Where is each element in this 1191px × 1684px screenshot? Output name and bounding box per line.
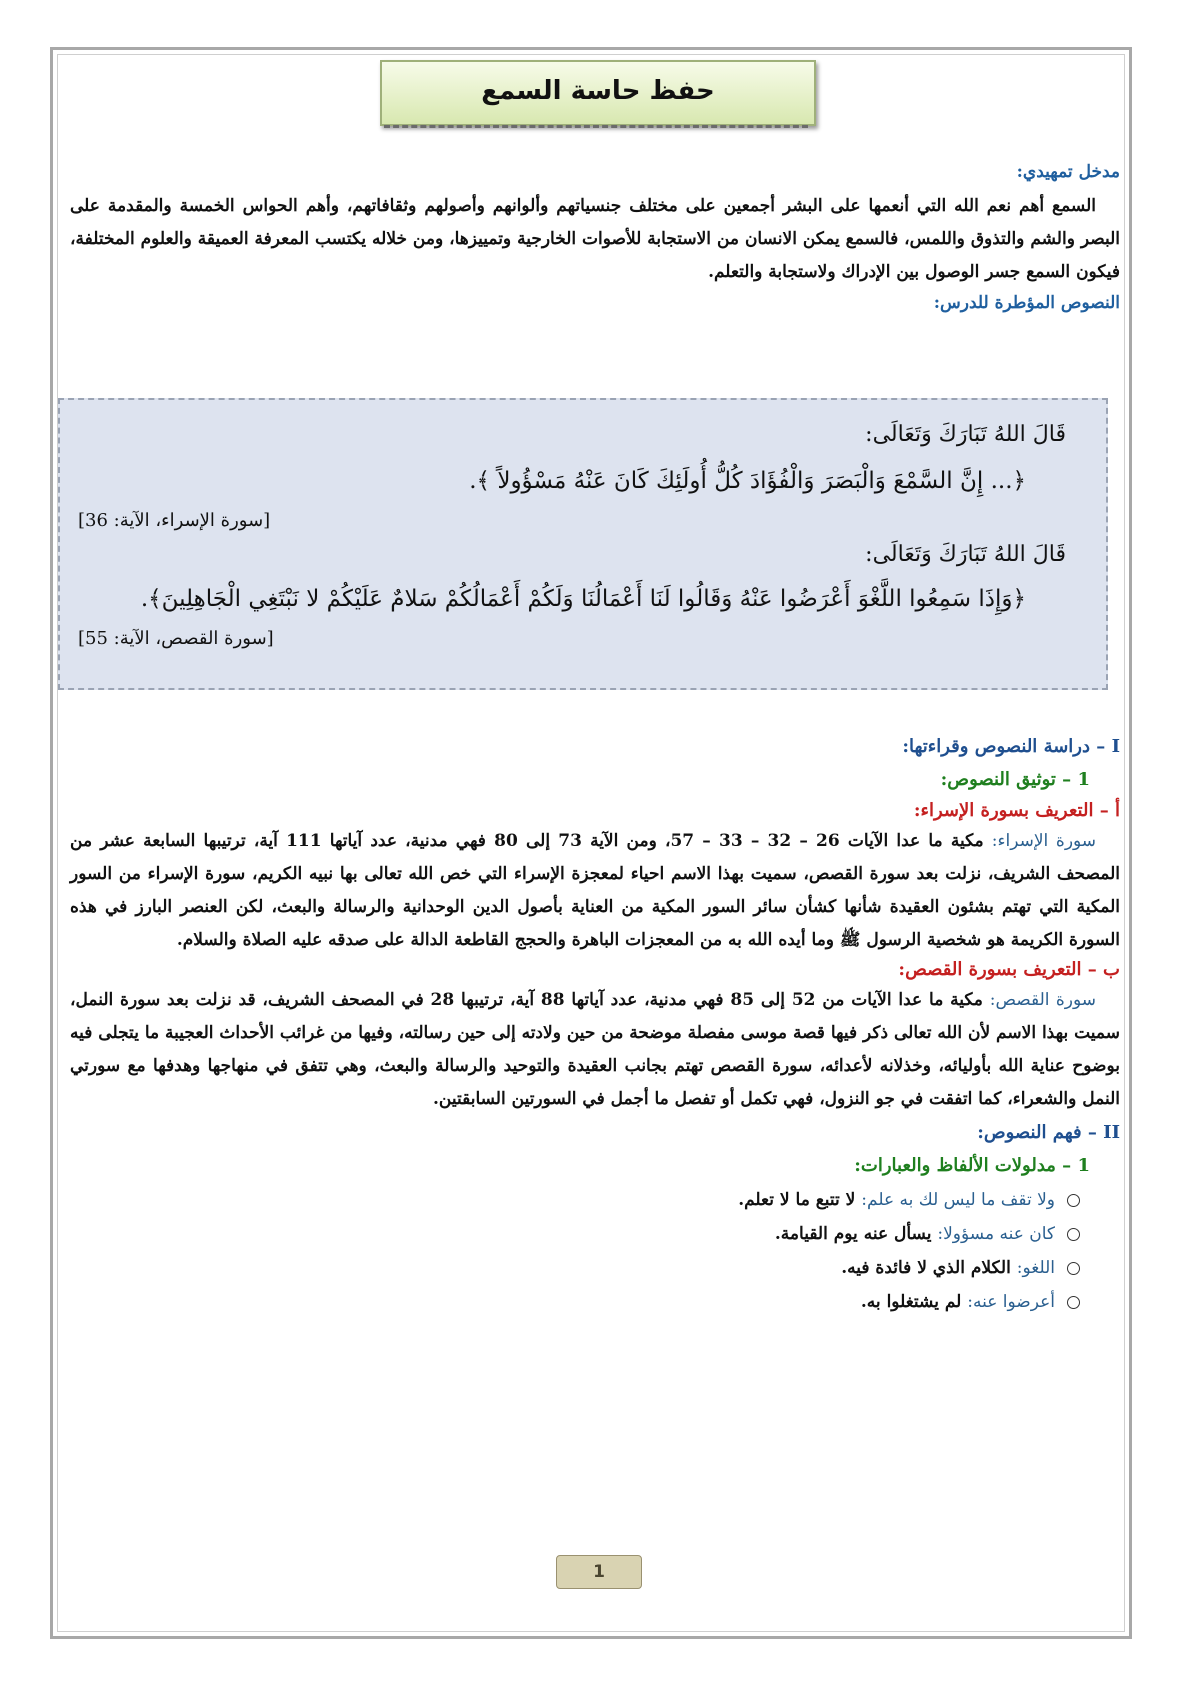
section2-heading bbox=[70, 1122, 1120, 1143]
section2-number: II bbox=[1103, 1122, 1120, 1143]
texts-heading: النصوص المؤطرة للدرس: bbox=[933, 293, 1120, 313]
glossary-term: كان عنه مسؤولا: bbox=[937, 1224, 1055, 1244]
section-1 bbox=[70, 736, 1120, 1312]
list-item bbox=[70, 1224, 1080, 1244]
verse1-text: ﴿... إِنَّ السَّمْعَ وَالْبَصَرَ وَالْفُؤَادَ كُلُّ أُولَئِكَ كَانَ عَنْهُ مَسْؤُولاً ﴾. bbox=[469, 468, 1026, 494]
section2-sub-heading bbox=[70, 1155, 1090, 1176]
bullet-icon bbox=[1067, 1262, 1080, 1275]
page-number: 1 bbox=[556, 1555, 642, 1589]
glossary-meaning: يسأل عنه يوم القيامة. bbox=[774, 1224, 932, 1244]
section1-number: I bbox=[1111, 736, 1120, 757]
glossary-meaning: الكلام الذي لا فائدة فيه. bbox=[841, 1258, 1011, 1278]
bullet-icon bbox=[1067, 1228, 1080, 1241]
glossary-meaning: لم يشتغلوا به. bbox=[860, 1292, 962, 1312]
bullet-icon bbox=[1067, 1194, 1080, 1207]
glossary-meaning: لا تتبع ما لا تعلم. bbox=[738, 1190, 856, 1210]
title-underline bbox=[384, 125, 808, 128]
list-item bbox=[70, 1258, 1080, 1278]
isra-text: مكية ما عدا الآيات 26 – 32 – 33 – 57، ومن الآية 73 إلى 80 فهي مدنية، عدد آياتها 111 آية، ترتيبها السابعة عشر من المصحف الشريف، نزلت بعد سورة القصص، سميت بهذا الاسم احياء لمعجزة الإسراء التي خص الله تعالى بها نبيه الكريم، سورة الإسراء من السور المكية التي تهتم بشئون العقيدة شأنها كشأن سائر السور المكية من العناية بأصول الدين الوحدانية والرسالة والبعث، لكن العنصر البارز في هذه السورة الكريمة هو شخصية الرسول ﷺ وما أيده الله به من المعجزات الباهرة والحجج القاطعة الدالة على صدقه عليه الصلاة والسلام. bbox=[70, 831, 1120, 950]
isra-heading: أ – التعريف بسورة الإسراء: bbox=[913, 800, 1120, 821]
isra-keyword: سورة الإسراء: bbox=[991, 831, 1097, 851]
verse1-reference: [سورة الإسراء، الآية: 36] bbox=[78, 510, 271, 531]
section1-sub-label: – توثيق النصوص: bbox=[940, 769, 1072, 790]
verse2-intro: قَالَ اللهُ تَبَارَكَ وَتَعَالَى: bbox=[865, 542, 1066, 567]
qasas-keyword: سورة القصص: bbox=[989, 990, 1096, 1010]
intro-paragraph: السمع أهم نعم الله التي أنعمها على البشر أجمعين على مختلف جنسياتهم وألوانهم وأصولهم وثقافاتهم، وأهم الحواس الخمسة والمقدمة على البصر والشم والتذوق واللمس، فالسمع يمكن الانسان من الاستجابة للأصوات الخارجية وتمييزها، ومن خلاله يكتسب المعرفة العميقة والعلوم المختلفة، فيكون السمع جسر الوصول بين الإدراك ولاستجابة والتعلم. bbox=[70, 196, 1120, 282]
intro-section bbox=[70, 162, 1120, 313]
page-title: حفظ حاسة السمع bbox=[481, 76, 715, 106]
section1-label: – دراسة النصوص وقراءتها: bbox=[902, 736, 1106, 757]
verse2-reference: [سورة القصص، الآية: 55] bbox=[78, 628, 274, 649]
verse2-text: ﴿وَإِذَا سَمِعُوا اللَّغْوَ أَعْرَضُوا عَنْهُ وَقَالُوا لَنَا أَعْمَالُنَا وَلَكُمْ أَعْمَالُكُمْ سَلامٌ عَلَيْكُمْ لا نَبْتَغِي الْجَاهِلِينَ﴾. bbox=[140, 586, 1026, 612]
qasas-paragraph bbox=[70, 984, 1120, 1116]
section2-sub-number: 1 bbox=[1077, 1155, 1090, 1176]
bullet-icon bbox=[1067, 1296, 1080, 1309]
glossary-term: أعرضوا عنه: bbox=[967, 1292, 1055, 1312]
verse1-intro: قَالَ اللهُ تَبَارَكَ وَتَعَالَى: bbox=[865, 422, 1066, 447]
section1-heading bbox=[70, 736, 1120, 757]
qasas-text: مكية ما عدا الآيات من 52 إلى 85 فهي مدنية، عدد آياتها 88 آية، ترتيبها 28 في المصحف الشريف، قد نزلت بعد سورة النمل، سميت بهذا الاسم لأن الله تعالى ذكر فيها قصة موسى مفصلة موضحة من حين ولادته إلى حين رسالته، وفيها من غرائب الأحداث العجيبة ما يتجلى فيه بوضوح عناية الله بأوليائه، وخذلانه لأعدائه، سورة القصص تهتم بجانب العقيدة والتوحيد والرسالة والبعث، وهي تتفق في منهاجها وهدفها مع سورتي النمل والشعراء، كما اتفقت في جو النزول، فهي تكمل أو تفصل ما أجمل في السورتين السابقتين. bbox=[70, 990, 1120, 1109]
glossary-term: اللغو: bbox=[1016, 1258, 1055, 1278]
intro-heading: مدخل تمهيدي: bbox=[1016, 162, 1120, 182]
qasas-heading: ب – التعريف بسورة القصص: bbox=[898, 959, 1120, 980]
glossary-list bbox=[70, 1190, 1080, 1312]
isra-paragraph bbox=[70, 825, 1120, 957]
section2-label: – فهم النصوص: bbox=[977, 1122, 1097, 1143]
title-box bbox=[380, 60, 816, 126]
glossary-term: ولا تقف ما ليس لك به علم: bbox=[861, 1190, 1055, 1210]
section1-sub-number: 1 bbox=[1077, 769, 1090, 790]
section1-sub-heading bbox=[70, 769, 1090, 790]
list-item bbox=[70, 1292, 1080, 1312]
section2-sub-label: – مدلولات الألفاظ والعبارات: bbox=[854, 1155, 1072, 1176]
list-item bbox=[70, 1190, 1080, 1210]
quran-box bbox=[58, 398, 1108, 690]
